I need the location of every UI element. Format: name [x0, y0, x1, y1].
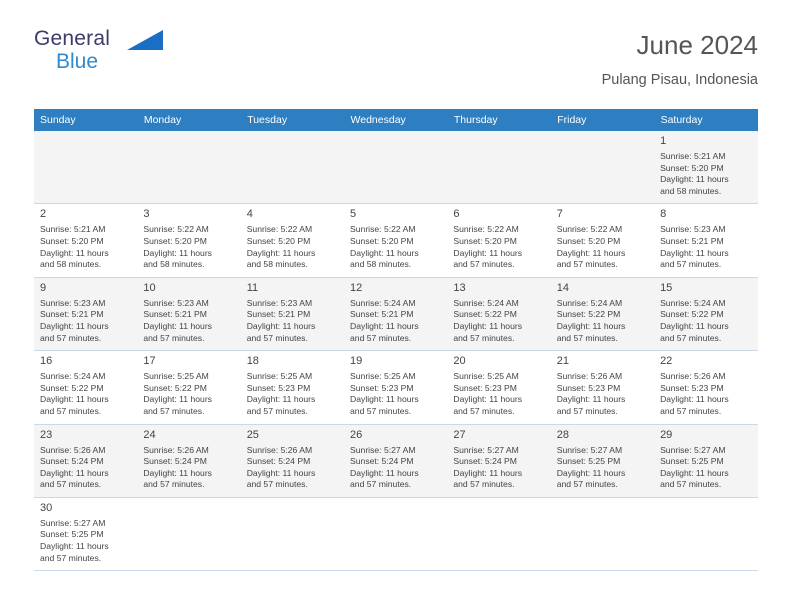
calendar-cell-empty	[344, 131, 447, 204]
day-sun-info-line: Sunrise: 5:23 AM	[246, 297, 313, 308]
day-cell-content	[447, 351, 550, 423]
day-number: 29	[660, 428, 673, 441]
day-sun-info-line: Daylight: 11 hours	[556, 394, 626, 405]
day-sun-info	[660, 371, 751, 417]
day-number: 16	[40, 355, 53, 368]
day-number: 28	[556, 428, 569, 441]
day-number: 18	[246, 355, 259, 368]
day-sun-info-line: Sunset: 5:23 PM	[556, 382, 621, 393]
day-sun-info	[143, 298, 234, 344]
day-number: 25	[246, 428, 259, 441]
day-number: 8	[660, 208, 667, 221]
day-sun-info-line: Daylight: 11 hours	[40, 247, 109, 258]
day-cell-content	[241, 204, 344, 276]
calendar-day-cell	[34, 424, 137, 497]
logo-flag-icon	[127, 30, 163, 50]
day-cell-content	[34, 498, 137, 570]
calendar-day-cell	[447, 204, 550, 277]
calendar-day-cell	[137, 204, 240, 277]
day-sun-info	[660, 224, 751, 270]
logo-text-general: General	[34, 27, 111, 50]
day-sun-info-line: Daylight: 11 hours	[350, 394, 419, 405]
day-sun-info	[350, 371, 441, 417]
day-sun-info-line: Sunset: 5:23 PM	[246, 382, 311, 393]
calendar-day-cell	[447, 351, 550, 424]
day-number: 13	[453, 281, 466, 294]
calendar-week-row	[34, 351, 758, 424]
day-sun-info-line: Sunset: 5:20 PM	[246, 235, 311, 246]
day-cell-content	[137, 278, 240, 350]
day-number: 30	[40, 501, 53, 514]
calendar-day-cell	[447, 424, 550, 497]
day-sun-info	[40, 298, 131, 344]
day-sun-info-line: and 57 minutes.	[453, 259, 515, 270]
calendar-day-cell	[654, 424, 757, 497]
day-sun-info-line: Sunrise: 5:27 AM	[453, 444, 519, 455]
day-sun-info-line: and 57 minutes.	[556, 332, 618, 343]
day-cell-content	[551, 351, 654, 423]
day-sun-info-line: Sunrise: 5:22 AM	[453, 224, 519, 235]
day-sun-info-line: Daylight: 11 hours	[660, 467, 729, 478]
page-title: June 2024	[636, 30, 758, 60]
day-number: 21	[556, 355, 569, 368]
calendar-day-cell	[137, 351, 240, 424]
day-sun-info-line: and 57 minutes.	[40, 405, 102, 416]
day-sun-info-line: Daylight: 11 hours	[660, 394, 729, 405]
day-sun-info-line: Daylight: 11 hours	[246, 320, 316, 331]
calendar-day-cell	[137, 277, 240, 350]
weekday-header-wednesday: Wednesday	[344, 109, 447, 131]
day-sun-info-line: Daylight: 11 hours	[246, 247, 316, 258]
day-number: 10	[143, 281, 156, 294]
day-sun-info-line: Sunset: 5:22 PM	[453, 309, 517, 320]
calendar-day-cell	[654, 204, 757, 277]
calendar-day-cell	[551, 424, 654, 497]
day-number: 23	[40, 428, 53, 441]
day-sun-info-line: Sunset: 5:20 PM	[556, 235, 621, 246]
day-cell-content	[344, 204, 447, 276]
calendar-day-cell	[551, 204, 654, 277]
day-sun-info	[660, 151, 751, 197]
day-sun-info-line: Sunset: 5:22 PM	[143, 382, 207, 393]
day-number: 12	[350, 281, 363, 294]
day-sun-info-line: Sunrise: 5:27 AM	[660, 444, 726, 455]
day-sun-info-line: and 58 minutes.	[350, 259, 412, 270]
day-sun-info	[557, 298, 648, 344]
day-sun-info-line: and 57 minutes.	[246, 479, 308, 490]
day-cell-content	[551, 278, 654, 350]
day-sun-info-line: Daylight: 11 hours	[350, 467, 419, 478]
calendar-day-cell	[241, 424, 344, 497]
day-sun-info-line: Sunset: 5:21 PM	[660, 235, 724, 246]
day-sun-info	[350, 445, 441, 491]
weekday-header-friday: Friday	[551, 109, 654, 131]
day-sun-info-line: Sunset: 5:22 PM	[556, 309, 621, 320]
day-sun-info-line: and 57 minutes.	[660, 479, 722, 490]
day-sun-info-line: Daylight: 11 hours	[453, 467, 523, 478]
day-sun-info	[557, 371, 648, 417]
weekday-header-sunday: Sunday	[34, 109, 137, 131]
day-number: 27	[453, 428, 466, 441]
day-cell-content	[137, 351, 240, 423]
day-sun-info-line: Sunset: 5:21 PM	[143, 309, 207, 320]
day-sun-info-line: Sunrise: 5:26 AM	[660, 371, 726, 382]
day-sun-info-line: and 57 minutes.	[453, 332, 515, 343]
day-sun-info	[40, 224, 131, 270]
day-sun-info-line: and 57 minutes.	[350, 405, 412, 416]
calendar-week-row	[34, 131, 758, 204]
day-sun-info	[350, 298, 441, 344]
day-cell-content	[34, 351, 137, 423]
day-sun-info-line: Daylight: 11 hours	[143, 467, 212, 478]
day-cell-content	[551, 425, 654, 497]
day-sun-info	[143, 371, 234, 417]
day-sun-info-line: Sunrise: 5:24 AM	[350, 297, 416, 308]
day-sun-info-line: Sunset: 5:24 PM	[453, 456, 517, 467]
day-cell-content	[241, 351, 344, 423]
day-sun-info-line: Daylight: 11 hours	[143, 394, 212, 405]
day-number: 20	[453, 355, 466, 368]
day-sun-info-line: Daylight: 11 hours	[350, 247, 419, 258]
day-cell-content	[654, 351, 757, 423]
calendar-day-cell	[34, 351, 137, 424]
day-cell-content	[344, 278, 447, 350]
day-sun-info-line: Daylight: 11 hours	[40, 394, 109, 405]
day-sun-info-line: Sunrise: 5:21 AM	[660, 151, 726, 161]
logo-text-blue: Blue	[56, 50, 99, 73]
day-sun-info-line: Sunset: 5:21 PM	[40, 309, 104, 320]
day-sun-info-line: Sunrise: 5:22 AM	[143, 224, 209, 235]
day-sun-info-line: and 57 minutes.	[660, 405, 722, 416]
day-cell-content	[241, 425, 344, 497]
day-sun-info-line: Sunset: 5:22 PM	[40, 382, 104, 393]
day-sun-info-line: Daylight: 11 hours	[40, 467, 109, 478]
day-sun-info	[557, 445, 648, 491]
calendar-day-cell	[241, 204, 344, 277]
day-sun-info-line: Sunrise: 5:24 AM	[660, 297, 726, 308]
day-sun-info-line: Sunrise: 5:26 AM	[246, 444, 313, 455]
calendar-day-cell	[551, 351, 654, 424]
day-number: 15	[660, 281, 673, 294]
day-sun-info-line: Sunset: 5:23 PM	[660, 382, 724, 393]
day-sun-info-line: and 57 minutes.	[143, 332, 205, 343]
day-sun-info-line: Daylight: 11 hours	[246, 467, 316, 478]
day-sun-info	[247, 445, 338, 491]
calendar-week-row	[34, 497, 758, 570]
calendar-day-cell	[34, 277, 137, 350]
day-sun-info-line: Sunset: 5:20 PM	[143, 235, 207, 246]
calendar-body	[34, 131, 758, 571]
day-sun-info-line: Sunrise: 5:27 AM	[350, 444, 416, 455]
day-number: 5	[350, 208, 357, 221]
calendar-day-cell	[137, 424, 240, 497]
day-sun-info-line: Sunrise: 5:26 AM	[143, 444, 209, 455]
day-number: 22	[660, 355, 673, 368]
day-number: 1	[660, 135, 667, 147]
day-cell-content	[654, 204, 757, 276]
day-sun-info-line: Daylight: 11 hours	[453, 394, 523, 405]
day-sun-info-line: Daylight: 11 hours	[556, 467, 626, 478]
location-subtitle: Pulang Pisau, Indonesia	[601, 72, 758, 88]
day-sun-info-line: and 57 minutes.	[660, 259, 722, 270]
day-cell-content	[241, 278, 344, 350]
calendar-cell-empty	[447, 131, 550, 204]
day-sun-info-line: Daylight: 11 hours	[40, 541, 109, 552]
day-sun-info	[453, 224, 544, 270]
day-sun-info-line: Sunrise: 5:24 AM	[556, 297, 623, 308]
calendar-day-cell	[551, 277, 654, 350]
day-sun-info-line: Sunset: 5:20 PM	[40, 235, 104, 246]
day-sun-info-line: Sunrise: 5:25 AM	[453, 371, 519, 382]
day-cell-content	[447, 278, 550, 350]
day-sun-info-line: Daylight: 11 hours	[660, 320, 729, 331]
day-sun-info-line: and 57 minutes.	[660, 332, 722, 343]
day-sun-info-line: and 57 minutes.	[40, 332, 102, 343]
day-sun-info-line: Sunrise: 5:21 AM	[40, 224, 106, 235]
calendar-day-cell	[344, 351, 447, 424]
day-sun-info-line: Sunrise: 5:23 AM	[40, 297, 106, 308]
calendar-cell-empty	[137, 131, 240, 204]
calendar-day-cell	[241, 277, 344, 350]
day-number: 17	[143, 355, 156, 368]
day-cell-content	[654, 131, 757, 203]
day-sun-info	[40, 371, 131, 417]
day-cell-content	[34, 278, 137, 350]
day-sun-info-line: Sunset: 5:24 PM	[143, 456, 207, 467]
day-cell-content	[137, 204, 240, 276]
day-sun-info-line: Daylight: 11 hours	[350, 320, 419, 331]
day-cell-content	[137, 425, 240, 497]
day-sun-info-line: and 57 minutes.	[453, 479, 515, 490]
day-cell-content	[344, 351, 447, 423]
day-sun-info-line: Sunset: 5:21 PM	[246, 309, 311, 320]
day-sun-info-line: Sunset: 5:24 PM	[350, 456, 414, 467]
day-sun-info	[143, 445, 234, 491]
day-sun-info-line: Sunrise: 5:25 AM	[143, 371, 209, 382]
day-sun-info-line: Sunrise: 5:27 AM	[40, 517, 106, 528]
calendar-day-cell	[344, 424, 447, 497]
page-header	[34, 0, 758, 90]
day-sun-info-line: Daylight: 11 hours	[453, 320, 523, 331]
calendar-cell-empty	[344, 497, 447, 570]
day-sun-info-line: Sunrise: 5:24 AM	[40, 371, 106, 382]
day-cell-content	[34, 204, 137, 276]
day-sun-info-line: Sunset: 5:24 PM	[40, 456, 104, 467]
day-sun-info-line: Sunset: 5:23 PM	[350, 382, 414, 393]
day-sun-info-line: and 58 minutes.	[246, 259, 308, 270]
day-sun-info	[557, 224, 648, 270]
day-sun-info-line: Sunset: 5:20 PM	[453, 235, 517, 246]
calendar-day-cell	[654, 351, 757, 424]
day-sun-info	[247, 298, 338, 344]
calendar-cell-empty	[137, 497, 240, 570]
calendar-day-cell	[344, 204, 447, 277]
day-sun-info	[247, 224, 338, 270]
day-sun-info-line: Daylight: 11 hours	[556, 247, 626, 258]
day-sun-info-line: and 57 minutes.	[453, 405, 515, 416]
day-sun-info-line: and 57 minutes.	[556, 259, 618, 270]
day-sun-info-line: Daylight: 11 hours	[453, 247, 523, 258]
weekday-header-saturday: Saturday	[654, 109, 757, 131]
day-sun-info-line: and 57 minutes.	[556, 405, 618, 416]
day-sun-info-line: and 57 minutes.	[40, 552, 102, 563]
day-number: 7	[556, 208, 563, 221]
day-sun-info-line: Daylight: 11 hours	[246, 394, 316, 405]
day-sun-info-line: and 57 minutes.	[350, 332, 412, 343]
calendar-cell-empty	[241, 131, 344, 204]
calendar-cell-empty	[447, 497, 550, 570]
day-sun-info-line: Sunset: 5:24 PM	[246, 456, 311, 467]
calendar-week-row	[34, 204, 758, 277]
weekday-header-tuesday: Tuesday	[241, 109, 344, 131]
day-sun-info-line: Sunset: 5:22 PM	[660, 309, 724, 320]
day-number: 14	[556, 281, 569, 294]
day-sun-info	[453, 371, 544, 417]
day-sun-info-line: Daylight: 11 hours	[143, 247, 212, 258]
weekday-header-thursday: Thursday	[447, 109, 550, 131]
weekday-header-monday: Monday	[137, 109, 240, 131]
day-sun-info-line: Daylight: 11 hours	[143, 320, 212, 331]
day-sun-info-line: Sunrise: 5:26 AM	[556, 371, 623, 382]
day-cell-content	[34, 425, 137, 497]
day-cell-content	[447, 204, 550, 276]
day-sun-info-line: and 58 minutes.	[143, 259, 205, 270]
sunrise-sunset-calendar	[34, 109, 758, 571]
day-sun-info-line: Sunrise: 5:22 AM	[350, 224, 416, 235]
day-sun-info	[143, 224, 234, 270]
day-sun-info-line: Daylight: 11 hours	[660, 174, 729, 185]
day-sun-info-line: and 57 minutes.	[350, 479, 412, 490]
day-sun-info-line: and 57 minutes.	[143, 405, 205, 416]
day-sun-info-line: and 58 minutes.	[40, 259, 102, 270]
day-sun-info-line: Daylight: 11 hours	[556, 320, 626, 331]
day-sun-info-line: Sunset: 5:23 PM	[453, 382, 517, 393]
day-sun-info-line: and 57 minutes.	[556, 479, 618, 490]
calendar-day-cell	[241, 351, 344, 424]
day-number: 4	[246, 208, 253, 221]
calendar-day-cell	[344, 277, 447, 350]
calendar-day-cell	[34, 204, 137, 277]
day-sun-info	[350, 224, 441, 270]
day-sun-info-line: Sunrise: 5:24 AM	[453, 297, 519, 308]
day-sun-info-line: Sunrise: 5:25 AM	[350, 371, 416, 382]
day-sun-info-line: Sunset: 5:20 PM	[660, 162, 724, 173]
day-sun-info	[247, 371, 338, 417]
calendar-cell-empty	[241, 497, 344, 570]
calendar-day-cell	[34, 497, 137, 570]
day-sun-info-line: and 57 minutes.	[40, 479, 102, 490]
day-sun-info-line: Sunset: 5:25 PM	[40, 529, 104, 540]
day-number: 11	[246, 281, 259, 294]
day-sun-info-line: Daylight: 11 hours	[40, 320, 109, 331]
calendar-cell-empty	[551, 131, 654, 204]
calendar-day-cell	[654, 131, 757, 204]
day-sun-info-line: Sunset: 5:20 PM	[350, 235, 414, 246]
calendar-day-cell	[654, 277, 757, 350]
day-sun-info-line: and 57 minutes.	[143, 479, 205, 490]
day-number: 9	[40, 281, 47, 294]
general-blue-logo	[34, 28, 194, 80]
day-number: 6	[453, 208, 460, 221]
day-sun-info-line: Sunset: 5:25 PM	[556, 456, 621, 467]
calendar-cell-empty	[34, 131, 137, 204]
day-sun-info-line: Daylight: 11 hours	[660, 247, 729, 258]
day-number: 26	[350, 428, 363, 441]
calendar-cell-empty	[551, 497, 654, 570]
day-sun-info-line: Sunrise: 5:23 AM	[660, 224, 726, 235]
day-number: 2	[40, 208, 47, 221]
day-sun-info	[453, 298, 544, 344]
day-cell-content	[447, 425, 550, 497]
day-sun-info	[660, 445, 751, 491]
day-cell-content	[654, 278, 757, 350]
day-sun-info-line: Sunrise: 5:26 AM	[40, 444, 106, 455]
day-sun-info	[40, 518, 131, 564]
day-sun-info-line: Sunset: 5:21 PM	[350, 309, 414, 320]
weekday-header-row	[34, 109, 758, 131]
day-sun-info-line: Sunrise: 5:27 AM	[556, 444, 623, 455]
day-cell-content	[551, 204, 654, 276]
day-cell-content	[654, 425, 757, 497]
day-cell-content	[344, 425, 447, 497]
day-number: 3	[143, 208, 150, 221]
day-sun-info-line: Sunset: 5:25 PM	[660, 456, 724, 467]
day-sun-info	[453, 445, 544, 491]
day-number: 24	[143, 428, 156, 441]
day-sun-info	[660, 298, 751, 344]
day-sun-info-line: Sunrise: 5:22 AM	[246, 224, 313, 235]
day-sun-info-line: and 57 minutes.	[246, 332, 308, 343]
day-number: 19	[350, 355, 363, 368]
title-block	[602, 28, 758, 89]
calendar-day-cell	[447, 277, 550, 350]
calendar-week-row	[34, 424, 758, 497]
calendar-cell-empty	[654, 497, 757, 570]
day-sun-info	[40, 445, 131, 491]
day-sun-info-line: Sunrise: 5:22 AM	[556, 224, 623, 235]
day-sun-info-line: Sunrise: 5:25 AM	[246, 371, 313, 382]
day-sun-info-line: Sunrise: 5:23 AM	[143, 297, 209, 308]
day-sun-info-line: and 58 minutes.	[660, 185, 722, 196]
day-sun-info-line: and 57 minutes.	[246, 405, 308, 416]
calendar-week-row	[34, 277, 758, 350]
